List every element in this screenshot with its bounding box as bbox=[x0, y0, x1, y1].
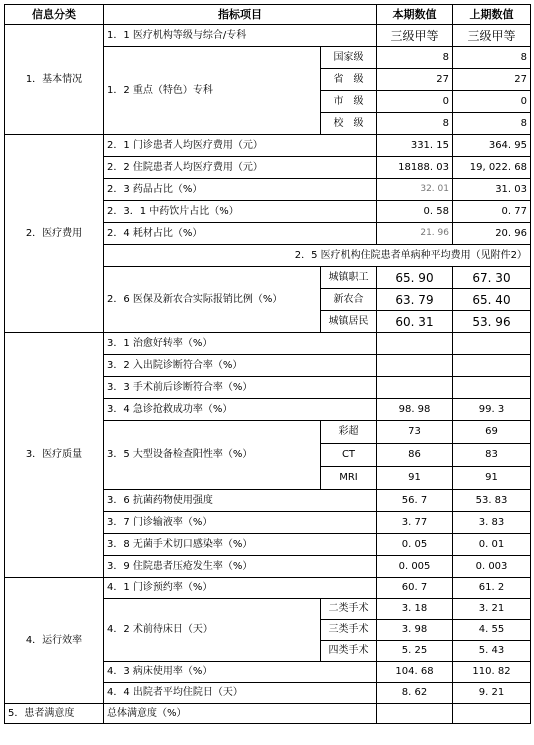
indicator-label: 4．3 病床使用率（%） bbox=[104, 662, 377, 683]
indicator-label: 2．5 医疗机构住院患者单病种平均费用（见附件2） bbox=[104, 245, 531, 267]
previous-value: 364. 95 bbox=[453, 135, 531, 157]
current-value: 三级甲等 bbox=[377, 25, 453, 47]
indicator-label: 3．6 抗菌药物使用强度 bbox=[104, 490, 377, 512]
previous-value: 3. 83 bbox=[453, 512, 531, 534]
current-value: 91 bbox=[377, 467, 453, 490]
current-value: 8 bbox=[377, 47, 453, 69]
previous-value: 8 bbox=[453, 113, 531, 135]
previous-value bbox=[453, 704, 531, 724]
current-value: 8 bbox=[377, 113, 453, 135]
indicator-label: 3．1 治愈好转率（%） bbox=[104, 333, 377, 355]
current-value bbox=[377, 333, 453, 355]
sub-label: 四类手术 bbox=[321, 641, 377, 662]
category-operational-efficiency: 4．运行效率 bbox=[5, 578, 104, 704]
indicator-label: 3．3 手术前后诊断符合率（%） bbox=[104, 377, 377, 399]
current-value: 73 bbox=[377, 421, 453, 444]
indicator-label: 2．6 医保及新农合实际报销比例（%） bbox=[104, 267, 321, 333]
current-value: 331. 15 bbox=[377, 135, 453, 157]
current-value bbox=[377, 355, 453, 377]
indicator-label: 1．1 医疗机构等级与综合/专科 bbox=[104, 25, 377, 47]
previous-value: 5. 43 bbox=[453, 641, 531, 662]
header-previous: 上期数值 bbox=[453, 5, 531, 25]
current-value: 3. 98 bbox=[377, 620, 453, 641]
sub-label: 国家级 bbox=[321, 47, 377, 69]
category-medical-costs: 2．医疗费用 bbox=[5, 135, 104, 333]
header-category: 信息分类 bbox=[5, 5, 104, 25]
previous-value: 31. 03 bbox=[453, 179, 531, 201]
indicator-label: 3．2 入出院诊断符合率（%） bbox=[104, 355, 377, 377]
current-value: 60. 31 bbox=[377, 311, 453, 333]
previous-value: 67. 30 bbox=[453, 267, 531, 289]
previous-value: 0 bbox=[453, 91, 531, 113]
previous-value: 9. 21 bbox=[453, 683, 531, 704]
current-value bbox=[377, 377, 453, 399]
table-row bbox=[5, 25, 531, 47]
current-value: 0. 05 bbox=[377, 534, 453, 556]
current-value: 65. 90 bbox=[377, 267, 453, 289]
current-value: 98. 98 bbox=[377, 399, 453, 421]
previous-value: 83 bbox=[453, 444, 531, 467]
indicator-label: 2．2 住院患者人均医疗费用（元） bbox=[104, 157, 377, 179]
previous-value: 三级甲等 bbox=[453, 25, 531, 47]
sub-label: 新农合 bbox=[321, 289, 377, 311]
indicator-label: 4．2 术前待床日（天） bbox=[104, 599, 321, 662]
current-value: 0. 005 bbox=[377, 556, 453, 578]
indicator-label: 3．7 门诊输液率（%） bbox=[104, 512, 377, 534]
table-row bbox=[5, 578, 531, 599]
previous-value: 20. 96 bbox=[453, 223, 531, 245]
current-value: 104. 68 bbox=[377, 662, 453, 683]
current-value: 18188. 03 bbox=[377, 157, 453, 179]
sub-label: 城镇职工 bbox=[321, 267, 377, 289]
header-indicator: 指标项目 bbox=[104, 5, 377, 25]
previous-value: 8 bbox=[453, 47, 531, 69]
sub-label: 二类手术 bbox=[321, 599, 377, 620]
indicator-label: 1．2 重点（特色）专科 bbox=[104, 47, 321, 135]
current-value: 3. 18 bbox=[377, 599, 453, 620]
indicator-label: 4．1 门诊预约率（%） bbox=[104, 578, 377, 599]
indicator-table bbox=[4, 4, 531, 724]
previous-value: 4. 55 bbox=[453, 620, 531, 641]
header-row bbox=[5, 5, 531, 25]
current-value: 27 bbox=[377, 69, 453, 91]
previous-value bbox=[453, 333, 531, 355]
previous-value: 61. 2 bbox=[453, 578, 531, 599]
indicator-label: 2．4 耗材占比（%） bbox=[104, 223, 377, 245]
previous-value: 27 bbox=[453, 69, 531, 91]
indicator-label: 2．3 药品占比（%） bbox=[104, 179, 377, 201]
current-value: 86 bbox=[377, 444, 453, 467]
previous-value: 53. 96 bbox=[453, 311, 531, 333]
previous-value: 19, 022. 68 bbox=[453, 157, 531, 179]
indicator-label: 2．3．1 中药饮片占比（%） bbox=[104, 201, 377, 223]
current-value: 56. 7 bbox=[377, 490, 453, 512]
current-value: 8. 62 bbox=[377, 683, 453, 704]
category-basic-info: 1．基本情况 bbox=[5, 25, 104, 135]
sub-label: 彩超 bbox=[321, 421, 377, 444]
sub-label: 省 级 bbox=[321, 69, 377, 91]
current-value: 63. 79 bbox=[377, 289, 453, 311]
previous-value: 91 bbox=[453, 467, 531, 490]
current-value: 21. 96 bbox=[377, 223, 453, 245]
current-value: 32. 01 bbox=[377, 179, 453, 201]
previous-value: 0. 77 bbox=[453, 201, 531, 223]
indicator-label: 4．4 出院者平均住院日（天） bbox=[104, 683, 377, 704]
previous-value: 110. 82 bbox=[453, 662, 531, 683]
table-row bbox=[5, 333, 531, 355]
previous-value bbox=[453, 377, 531, 399]
table-row bbox=[5, 135, 531, 157]
header-current: 本期数值 bbox=[377, 5, 453, 25]
category-medical-quality: 3．医疗质量 bbox=[5, 333, 104, 578]
current-value: 0 bbox=[377, 91, 453, 113]
sub-label: 城镇居民 bbox=[321, 311, 377, 333]
indicator-label: 3．8 无菌手术切口感染率（%） bbox=[104, 534, 377, 556]
sub-label: 三类手术 bbox=[321, 620, 377, 641]
sub-label: 市 级 bbox=[321, 91, 377, 113]
indicator-label: 3．5 大型设备检查阳性率（%） bbox=[104, 421, 321, 490]
sub-label: CT bbox=[321, 444, 377, 467]
current-value: 0. 58 bbox=[377, 201, 453, 223]
indicator-label: 3．9 住院患者压疮发生率（%） bbox=[104, 556, 377, 578]
indicator-label: 2．1 门诊患者人均医疗费用（元） bbox=[104, 135, 377, 157]
previous-value: 53. 83 bbox=[453, 490, 531, 512]
previous-value: 3. 21 bbox=[453, 599, 531, 620]
previous-value bbox=[453, 355, 531, 377]
current-value bbox=[377, 704, 453, 724]
indicator-label: 3．4 急诊抢救成功率（%） bbox=[104, 399, 377, 421]
previous-value: 0. 01 bbox=[453, 534, 531, 556]
table-row bbox=[5, 704, 531, 724]
current-value: 3. 77 bbox=[377, 512, 453, 534]
previous-value: 0. 003 bbox=[453, 556, 531, 578]
sub-label: 校 级 bbox=[321, 113, 377, 135]
category-patient-satisfaction: 5．患者满意度 bbox=[5, 704, 104, 724]
previous-value: 69 bbox=[453, 421, 531, 444]
previous-value: 99. 3 bbox=[453, 399, 531, 421]
current-value: 60. 7 bbox=[377, 578, 453, 599]
indicator-label: 总体满意度（%） bbox=[104, 704, 377, 724]
sub-label: MRI bbox=[321, 467, 377, 490]
previous-value: 65. 40 bbox=[453, 289, 531, 311]
current-value: 5. 25 bbox=[377, 641, 453, 662]
